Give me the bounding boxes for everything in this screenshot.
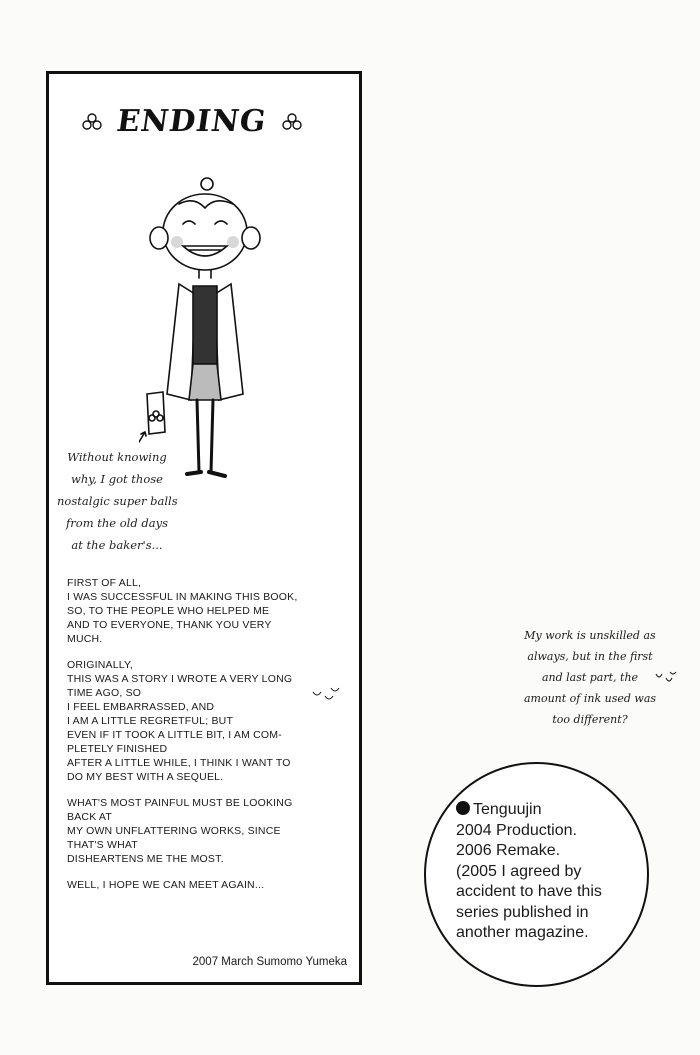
paragraph bbox=[67, 658, 337, 784]
text-line: WHAT'S MOST PAINFUL MUST BE LOOKING bbox=[67, 797, 293, 809]
flower-icon bbox=[281, 112, 303, 134]
text-line: FIRST OF ALL, bbox=[67, 577, 142, 589]
text-line: I WAS SUCCESSFUL IN MAKING THIS BOOK, bbox=[67, 591, 298, 603]
text-line: AFTER A LITTLE WHILE, I THINK I WANT TO bbox=[67, 757, 291, 769]
text-line: DO MY BEST WITH A SEQUEL. bbox=[67, 771, 224, 783]
circle-line: series published in bbox=[456, 903, 589, 921]
text-line: SO, TO THE PEOPLE WHO HELPED ME bbox=[67, 605, 270, 617]
text-line: MY OWN UNFLATTERING WORKS, SINCE bbox=[67, 825, 281, 837]
text-line: THAT'S WHAT bbox=[67, 839, 138, 851]
circle-line: 2006 Remake. bbox=[456, 842, 561, 859]
side-note-line: always, but in the first bbox=[527, 650, 653, 663]
bullet-icon bbox=[456, 801, 470, 815]
text-line: TIME AGO, SO bbox=[67, 687, 142, 699]
side-note-line: amount of ink used was bbox=[523, 692, 657, 705]
side-note-line: and last part, the bbox=[541, 671, 639, 684]
text-line: I FEEL EMBARRASSED, AND bbox=[67, 701, 215, 713]
text-line: WELL, I HOPE WE CAN MEET AGAIN... bbox=[67, 879, 265, 891]
text-line: I AM A LITTLE REGRETFUL; BUT bbox=[67, 715, 234, 727]
caption-line: Without knowing bbox=[67, 450, 167, 464]
text-line: MUCH. bbox=[67, 633, 103, 645]
afterword-text bbox=[67, 576, 337, 904]
text-line: AND TO EVERYONE, THANK YOU VERY bbox=[67, 619, 272, 631]
paragraph bbox=[67, 878, 337, 892]
text-line: BACK AT bbox=[67, 811, 112, 823]
production-info-text bbox=[456, 800, 636, 944]
text-line: PLETELY FINISHED bbox=[67, 743, 168, 755]
circle-line: (2005 I agreed by bbox=[456, 862, 582, 880]
ending-panel bbox=[46, 71, 362, 985]
text-line: DISHEARTENS ME THE MOST. bbox=[67, 853, 224, 865]
text-line: EVEN IF IT TOOK A LITTLE BIT, I AM COM- bbox=[67, 729, 282, 741]
side-note-line: My work is unskilled as bbox=[524, 629, 656, 642]
flower-icon bbox=[81, 112, 103, 134]
circle-line: another magazine. bbox=[456, 924, 589, 941]
sweat-marks-icon bbox=[311, 686, 341, 704]
author-signature: 2007 March Sumomo Yumeka bbox=[192, 956, 347, 968]
text-line: ORIGINALLY, bbox=[67, 659, 134, 671]
caption-line: at the baker's... bbox=[71, 538, 163, 552]
circle-line: accident to have this bbox=[456, 883, 602, 900]
series-title: Tenguujin bbox=[473, 801, 542, 818]
text-line: THIS WAS A STORY I WROTE A VERY LONG bbox=[67, 673, 293, 685]
caption-note bbox=[57, 446, 177, 556]
caption-line: nostalgic super balls bbox=[57, 494, 178, 508]
paragraph bbox=[67, 796, 337, 866]
caption-line: why, I got those bbox=[71, 472, 163, 486]
side-note-line: too different? bbox=[552, 713, 628, 726]
paragraph bbox=[67, 576, 337, 646]
side-note bbox=[500, 625, 680, 730]
circle-line: 2004 Production. bbox=[456, 821, 577, 839]
title-row bbox=[49, 102, 359, 152]
production-info-circle bbox=[424, 762, 649, 987]
page-title: ENDING bbox=[114, 104, 269, 139]
caption-line: from the old days bbox=[66, 516, 168, 530]
sweat-marks-icon bbox=[654, 670, 678, 686]
